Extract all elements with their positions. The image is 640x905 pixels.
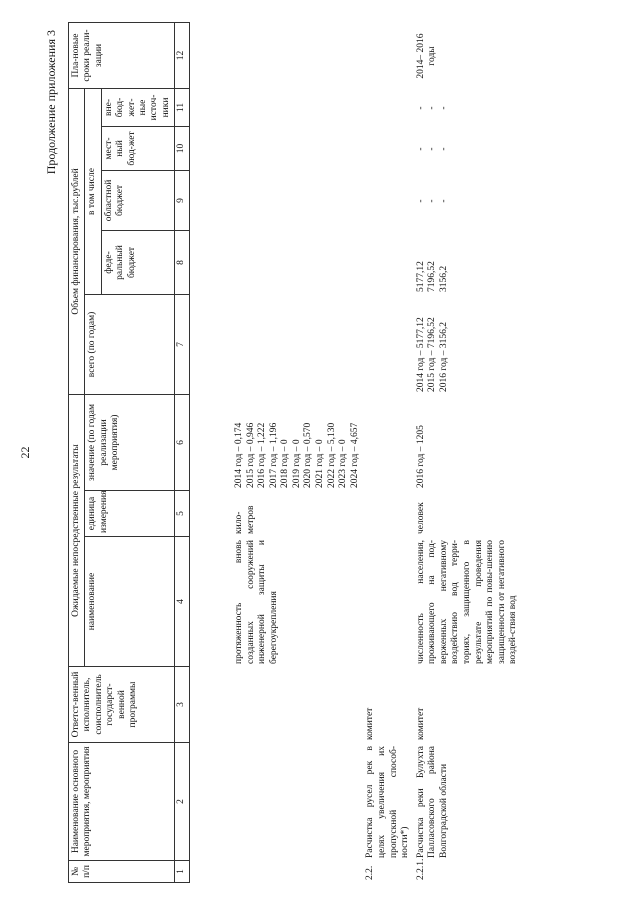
- table-row: [232, 23, 363, 883]
- federal-value: 7196,52: [427, 261, 438, 292]
- colnum: 11: [175, 88, 189, 126]
- responsible: комитет: [415, 707, 426, 740]
- result-value: 2021 год – 0: [315, 439, 326, 488]
- result-unit: кило-метров: [234, 505, 256, 534]
- offbudget-value: -: [438, 106, 449, 110]
- colnum: 6: [175, 394, 189, 490]
- federal-budget: [414, 231, 522, 295]
- header-unit: единица измерения: [85, 491, 175, 537]
- colnum: 1: [175, 861, 189, 883]
- row-number: 2.2.: [365, 865, 376, 880]
- event-name: Расчистка русел рек в целях увеличения их пропускной способ-ности*): [365, 746, 411, 858]
- event-name: Расчистка реки Булухта Палласовского района Волгоградской области: [415, 746, 449, 858]
- header-period: Пла-новые сроки реали-зации: [69, 22, 175, 88]
- colnum: 7: [175, 294, 189, 394]
- table-row: [414, 23, 522, 883]
- offbudget-value: -: [427, 106, 438, 110]
- local-budget: [414, 127, 522, 171]
- appendix-title: Продолжение приложения 3: [44, 30, 58, 175]
- result-name: численность населения, проживающего на под-верженных негативному воздействию вод терри-ториях, защищенного в результате проведения мероприятий по повы-шению защищенности от негативного воздей-ствия вод: [415, 540, 519, 664]
- colnum: 10: [175, 126, 189, 170]
- colnum: 9: [175, 170, 189, 230]
- total-value: 2015 год – 7196,52: [427, 317, 438, 392]
- regional-value: -: [438, 199, 449, 203]
- result-value: 2014 год – 0,174: [234, 422, 244, 488]
- header-offbudget: вне-бюд-жет-ные источ-ники: [101, 88, 174, 126]
- colnum: 5: [175, 491, 189, 537]
- header-table: [68, 22, 190, 883]
- result-values: [232, 395, 363, 491]
- offbudget-sources: [414, 89, 522, 127]
- result-value: 2016 год – 1,222: [257, 422, 268, 488]
- local-value: -: [438, 147, 449, 151]
- regional-value: -: [427, 199, 438, 203]
- header-total: всего (по годам): [85, 294, 175, 394]
- header-result-name: наименование: [85, 537, 175, 667]
- result-value: 2019 год – 0: [291, 439, 302, 488]
- header-expected-results: Ожидаемые непосредственные результаты: [69, 394, 85, 666]
- row-number: 2.2.1.: [415, 858, 426, 880]
- result-value: 2020 год – 0,570: [303, 422, 314, 488]
- colnum: 8: [175, 230, 189, 294]
- result-value: 2022 год – 5,130: [326, 422, 337, 488]
- header-federal: феде-ральный бюджет: [101, 230, 174, 294]
- header-value: значение (по годам реализации мероприятия): [85, 394, 175, 490]
- regional-budget: [414, 171, 522, 231]
- result-value: 2017 год – 1,196: [268, 422, 279, 488]
- offbudget-value: -: [415, 106, 426, 110]
- result-value: 2024 год – 4,657: [349, 422, 360, 488]
- header-responsible: Ответст-венный исполнитель, соисполнитель государст-венной программы: [69, 667, 175, 743]
- header-including: в том числе: [85, 88, 101, 294]
- total-value: 2014 год – 5177,12: [415, 317, 426, 392]
- total-value: 2016 год – 3156,2: [438, 322, 449, 392]
- federal-value: 3156,2: [438, 265, 449, 292]
- table-row: [363, 23, 413, 883]
- colnum: 3: [175, 667, 189, 743]
- local-value: -: [427, 147, 438, 151]
- regional-value: -: [415, 199, 426, 203]
- total-by-year: [414, 295, 522, 395]
- header-financing: Объем финансирования, тыс.рублей: [69, 88, 85, 394]
- result-value: 2015 год – 0,946: [245, 422, 256, 488]
- colnum: 12: [175, 22, 189, 88]
- page-number: 22: [18, 446, 32, 459]
- body-table: [232, 23, 522, 883]
- colnum: 2: [175, 743, 189, 861]
- colnum: 4: [175, 537, 189, 667]
- header-regional: областной бюджет: [101, 170, 174, 230]
- result-value: 2023 год – 0: [338, 439, 349, 488]
- result-value: 2018 год – 0: [280, 439, 291, 488]
- result-value: 2016 год – 1205: [415, 425, 426, 488]
- result-unit: человек: [415, 502, 426, 534]
- column-numbers-row: [175, 22, 189, 882]
- result-name: протяженность вновь созданных сооружений инженерной защиты и берегоукрепления: [234, 540, 279, 664]
- responsible: комитет: [365, 707, 376, 740]
- header-event-name: Наименование основного мероприятия, мероприятия: [69, 743, 175, 861]
- header-local: мест-ный бюд-жет: [101, 126, 174, 170]
- header-num: № п/п: [69, 861, 175, 883]
- implementation-period: 2014– 2016 годы: [415, 33, 438, 79]
- federal-value: 5177,12: [415, 261, 426, 292]
- local-value: -: [415, 147, 426, 151]
